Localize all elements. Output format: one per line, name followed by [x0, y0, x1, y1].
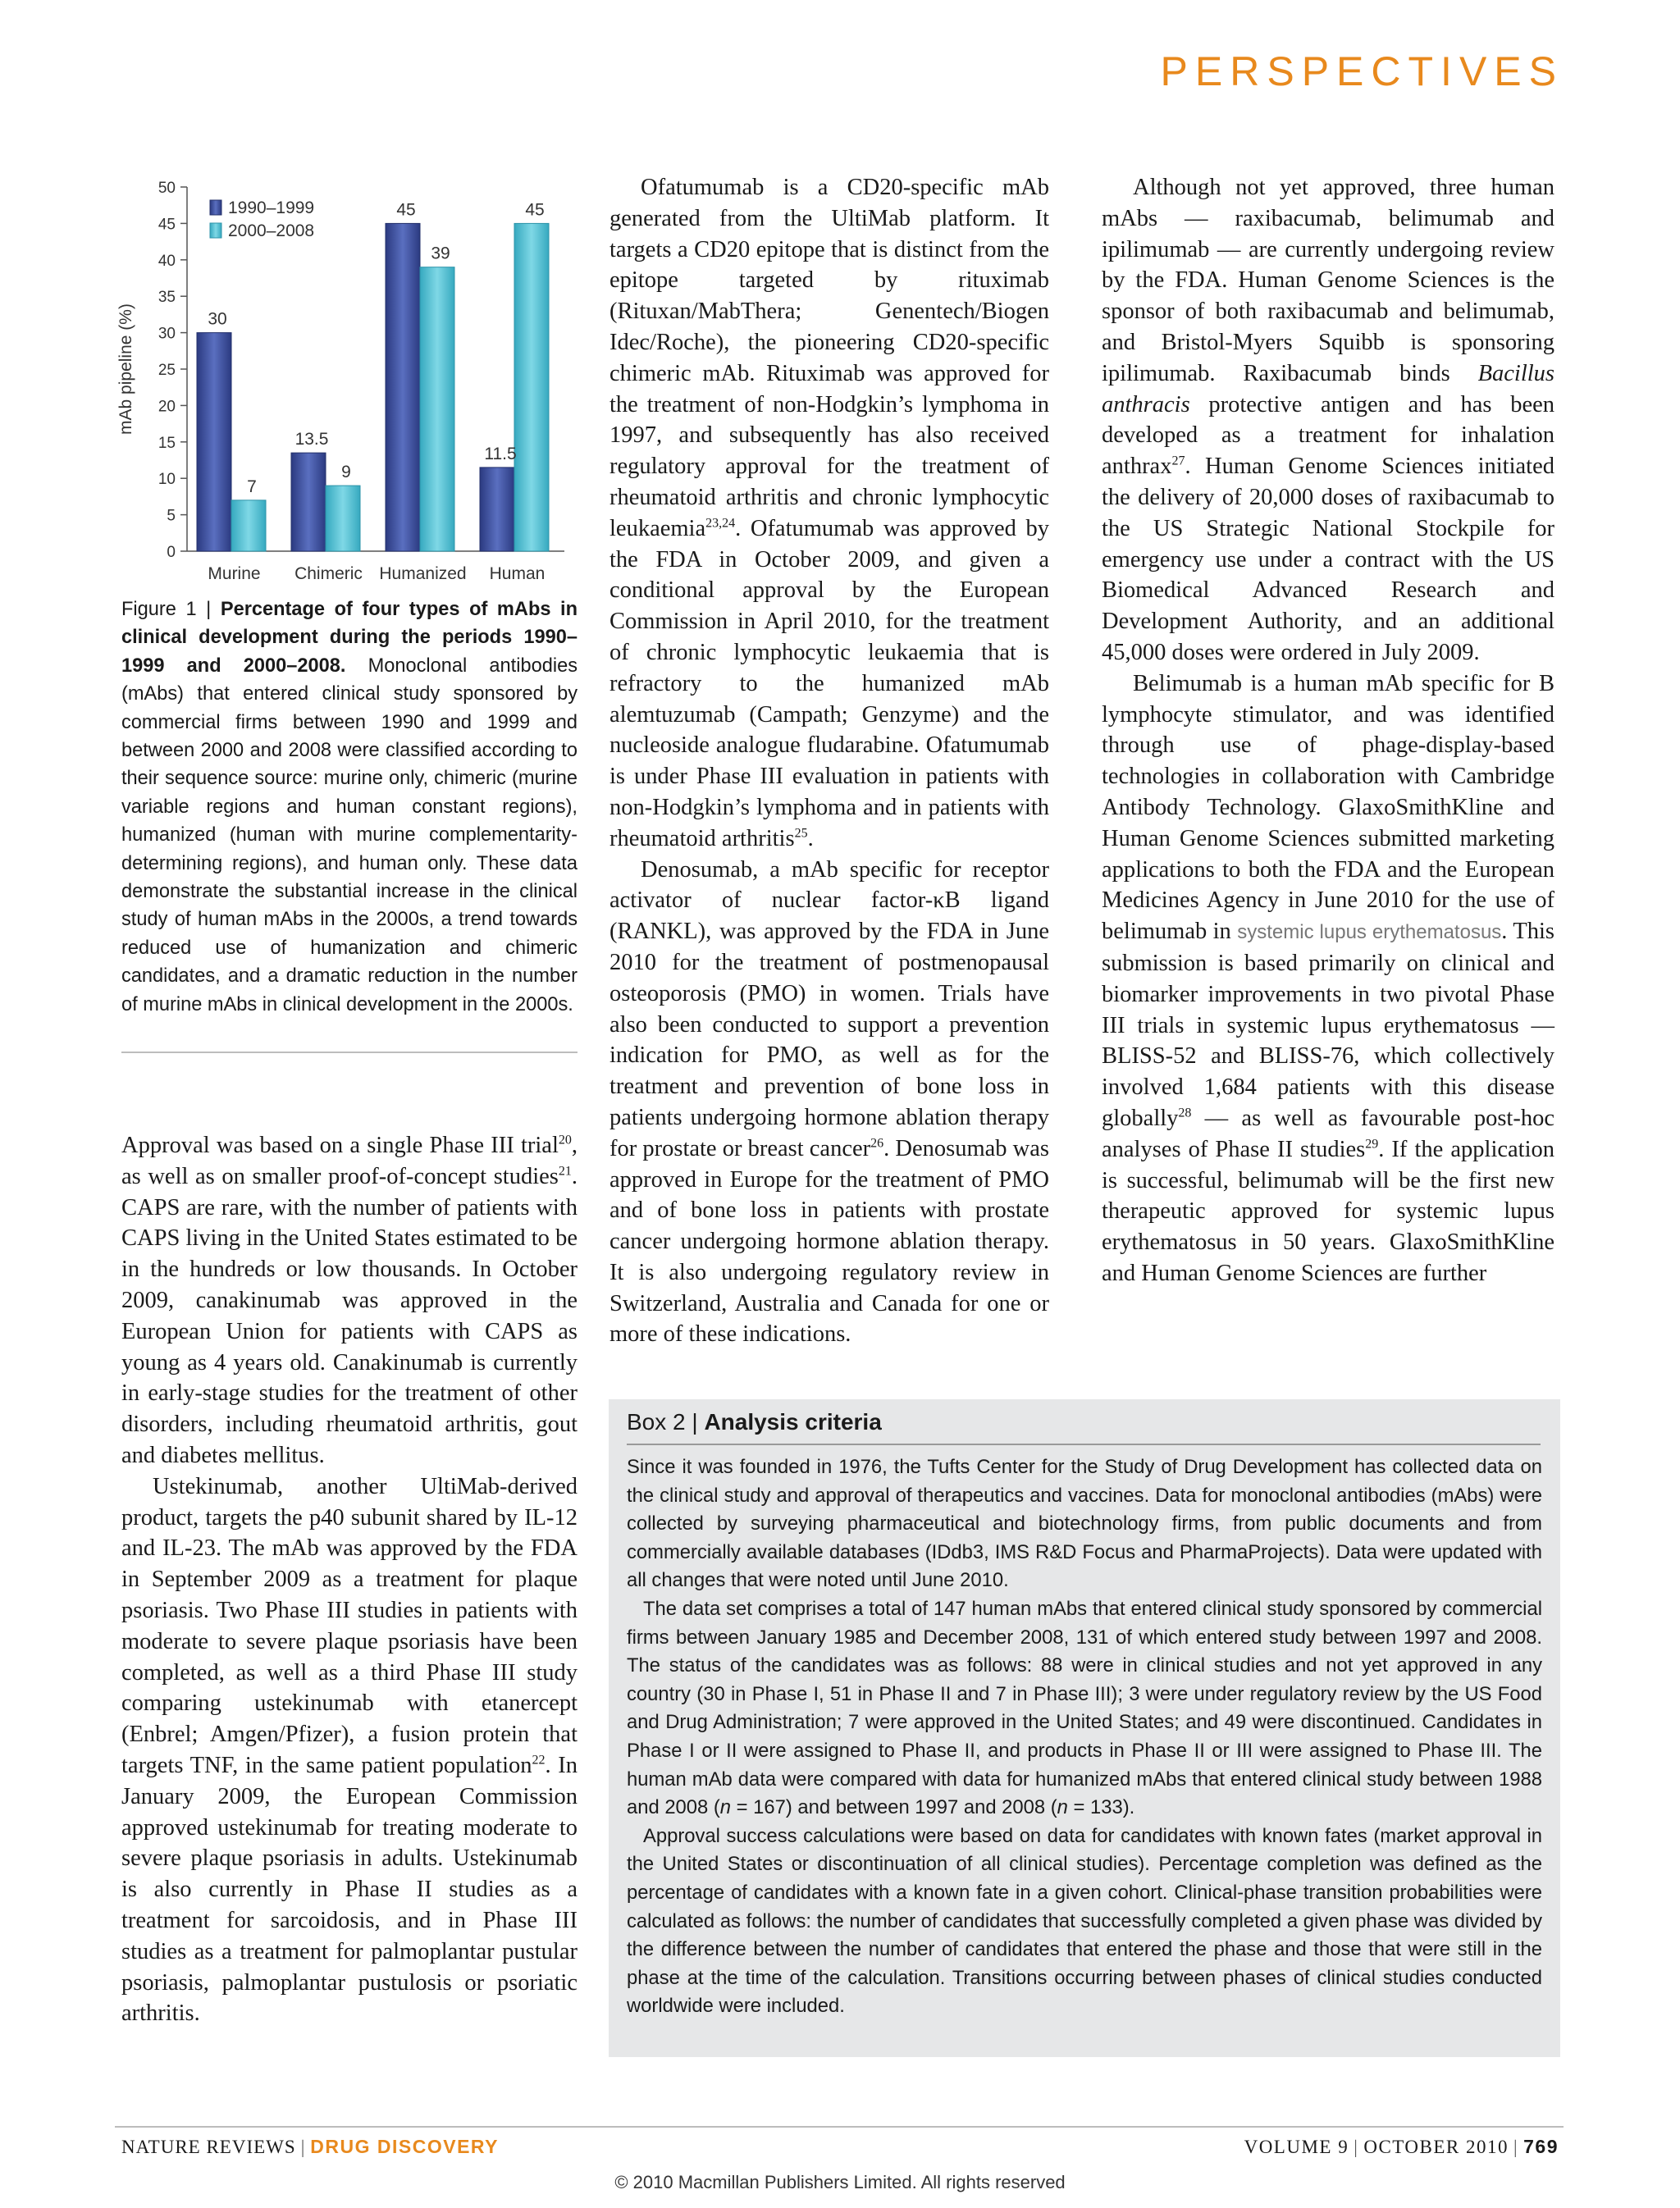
x-tick-label: Humanized — [379, 564, 467, 583]
y-tick-label: 5 — [167, 507, 176, 525]
text-run: . If the application is successful, belimumab will be the first new therapeutic approved for systemic lupus erythematosus in 50 years. GlaxoSmithKline and Human Genome Sciences are further — [1102, 1136, 1555, 1286]
box-paragraph — [627, 1595, 1542, 1823]
paragraph — [121, 1130, 578, 1471]
bar-value-label: 39 — [431, 244, 450, 263]
bar-value-label: 45 — [525, 200, 545, 220]
reference-25[interactable]: 25 — [794, 826, 808, 841]
paragraph — [609, 172, 1049, 855]
box-body — [627, 1453, 1542, 2021]
x-tick-label: Human — [489, 564, 546, 583]
bar-value-label: 30 — [208, 309, 227, 329]
paragraph — [1102, 172, 1554, 668]
bar — [326, 486, 360, 551]
y-tick-label: 40 — [158, 252, 176, 270]
legend-swatch — [210, 200, 221, 215]
separator: | — [1354, 2137, 1359, 2157]
reference-20[interactable]: 20 — [558, 1133, 572, 1147]
text-run: . In January 2009, the European Commission approved ustekinumab for treating moderate to severe plaque psoriasis in adults. Ustekinumab is also currently in Phase II studies as a treatment for sarcoidosis, and in Phase III studies as a treatment for palmoplantar pustular psoriasis, palmoplantar pustulosis or psoriatic arthritis. — [121, 1752, 578, 2027]
bar — [514, 223, 549, 551]
footer-journal — [121, 2136, 499, 2158]
text-run: Ustekinumab, another UltiMab-derived product, targets the p40 subunit shared by IL-12 and IL-23. The mAb was approved by the FDA in September 2009 as a treatment for plaque psoriasis. Two Phase III studies in patients with moderate to severe plaque psoriasis have been completed, as well as a third Phase III study comparing ustekinumab with etanercept (Enbrel; Amgen/Pfizer), a fusion protein that targets TNF, in the same patient population — [121, 1473, 578, 1778]
text-run: Denosumab, a mAb specific for receptor activator of nuclear factor-κB ligand (RANKL), was approved by the FDA in June 2010 for the treatment of postmenopausal osteoporosis (PMO) in women. Trials have also been conducted to support a prevention indication for PMO, as well as for the treatment and prevention of bone loss in patients undergoing hormone ablation therapy for prostate or breast cancer — [609, 856, 1049, 1161]
text-run: . CAPS are rare, with the number of patients with CAPS living in the United States estimated to be in the hundreds or low thousands. In October 2009, canakinumab was approved in the European Union for patients with CAPS as young as 4 years old. Canakinumab is currently in early-stage studies for the treatment of other disorders, including rheumatoid arthritis, gout and diabetes mellitus. — [121, 1163, 578, 1468]
y-tick-label: 30 — [158, 325, 176, 343]
footer-volume — [1244, 2136, 1559, 2158]
volume: VOLUME 9 — [1244, 2137, 1349, 2157]
reference-21[interactable]: 21 — [558, 1164, 572, 1179]
text-run: protective antigen and has been developed as a treatment for inhalation anthrax — [1102, 391, 1554, 480]
bar-chart — [115, 172, 574, 591]
bar-value-label: 45 — [396, 200, 416, 220]
box-paragraph: Since it was founded in 1976, the Tufts Center for the Study of Drug Development has collected data on the clinical study and approval of therapeutics and vaccines. Data for monoclonal antibodies (mAbs) were collected by surveying pharmaceutical and biotechnology firms, from public documents and from commercially available databases (IDdb3, IMS R&D Focus and PharmaProjects). Data were updated with all changes that were noted until June 2010. — [627, 1456, 1542, 1592]
text-run: = 133). — [1067, 1796, 1135, 1819]
figure-caption — [121, 595, 578, 1019]
reference-26[interactable]: 26 — [870, 1136, 884, 1151]
journal-section: DRUG DISCOVERY — [310, 2136, 500, 2157]
issue-date: OCTOBER 2010 — [1363, 2137, 1509, 2157]
journal-name: NATURE REVIEWS — [121, 2137, 296, 2157]
box-label: Box 2 | — [627, 1409, 705, 1435]
text-run: — as well as favourable post-hoc analyses of Phase II studies — [1102, 1105, 1554, 1162]
paragraph — [609, 855, 1049, 1351]
y-tick-label: 0 — [167, 544, 176, 561]
column-3 — [1102, 172, 1554, 1289]
bar — [291, 453, 326, 551]
bar — [480, 468, 514, 551]
section-header: PERSPECTIVES — [1160, 48, 1564, 94]
box-paragraph: Approval success calculations were based on data for candidates with known fates (market approval in the United States or discontinuation of all clinical studies). Percentage completion was defined as the percentage of candidates with a known fate in a given cohort. Clinical-phase transition probabilities were calculated as follows: the number of candidates that successfully completed a given phase was divided by the difference between the number of candidates that entered the phase and those that were still in the phase at the time of the calculation. Transitions occurring between phases of clinical studies conducted worldwide were included. — [627, 1824, 1542, 2018]
bar — [420, 267, 454, 551]
n-symbol: n — [719, 1796, 732, 1819]
figure-title: Percentage of four types of mAbs in clinical development during the periods 1990–1999 and 2000–2008. — [121, 599, 578, 677]
text-run: . Ofatumumab was approved by the FDA in October 2009, and given a conditional approval by the European Commission in April 2010, for the treatment of chronic lymphocytic leukaemia that is refractory to the humanized mAb alemtuzumab (Campath; Genzyme) and the nucleoside analogue fludarabine. Ofatumumab is under Phase III evaluation in patients with non-Hodgkin’s lymphoma and in patients with rheumatoid arthritis — [609, 515, 1049, 851]
bar-value-label: 7 — [247, 477, 257, 496]
reference-29[interactable]: 29 — [1365, 1137, 1379, 1152]
text-run: . Denosumab was approved in Europe for the treatment of PMO and of bone loss in patients with prostate cancer undergoing hormone ablation therapy. It is also undergoing regulatory review in Switzerland, Australia and Canada for one or more of these indications. — [609, 1135, 1049, 1348]
x-tick-label: Murine — [208, 564, 261, 583]
y-tick-label: 25 — [158, 362, 176, 379]
reference-23-24[interactable]: 23,24 — [705, 516, 736, 531]
bar — [197, 333, 231, 551]
legend-label: 2000–2008 — [228, 221, 315, 240]
y-tick-label: 15 — [158, 434, 176, 452]
copyright: © 2010 Macmillan Publishers Limited. All rights reserved — [614, 2172, 1066, 2192]
text-run: . This submission is based primarily on clinical and biomarker improvements in two pivotal Phase III trials in systemic lupus erythematosus — BLISS-52 and BLISS-76, which collectively involved 1,684 patients with this disease globally — [1102, 919, 1554, 1131]
text-run: Although not yet approved, three human mAbs — raxibacumab, belimumab and ipilimumab — are currently undergoing review by the FDA. Human Genome Sciences is the sponsor of both raxibacumab and belimumab, and Bristol-Myers Squibb is sponsoring ipilimumab. Raxibacumab binds — [1102, 175, 1554, 386]
box-analysis-criteria — [609, 1399, 1560, 2057]
n-symbol: n — [1057, 1796, 1068, 1819]
figure-text: Monoclonal antibodies (mAbs) that entered clinical study sponsored by commercial firms between 1990 and 1999 and between 2000 and 2008 were classified according to their sequence source: murine only, chimeric (murine variable regions and human constant regions), humanized (human with murine complementarity-determining regions), and human only. These data demonstrate the substantial increase in the clinical study of human mAbs in the 2000s, a trend towards reduced use of humanization and chimeric candidates, and a dramatic reduction in the number of murine mAbs in clinical development in the 2000s. — [121, 655, 578, 1015]
legend-swatch — [210, 223, 221, 238]
italic-species: Bacillus anthracis — [1102, 360, 1554, 417]
bar-value-label: 11.5 — [484, 444, 517, 463]
bar — [231, 500, 266, 551]
text-run: Approval was based on a single Phase III trial — [121, 1133, 559, 1158]
box-divider — [627, 1444, 1541, 1445]
text-run: = 167) and between 1997 and 2008 ( — [731, 1796, 1057, 1819]
box-title — [627, 1409, 882, 1435]
y-tick-label: 50 — [158, 180, 176, 197]
y-axis-label: mAb pipeline (%) — [116, 303, 135, 435]
figure-label: Figure 1 | — [121, 599, 221, 620]
column-2 — [609, 172, 1049, 1350]
reference-22[interactable]: 22 — [532, 1753, 546, 1768]
paragraph — [1102, 668, 1554, 1289]
y-tick-label: 20 — [158, 398, 176, 416]
box-heading: Analysis criteria — [704, 1409, 882, 1435]
caption-divider — [121, 1052, 578, 1053]
paragraph — [121, 1471, 578, 2029]
bar-value-label: 9 — [341, 463, 351, 482]
legend-label: 1990–1999 — [228, 198, 315, 217]
text-run: Belimumab is a human mAb specific for B lymphocyte stimulator, and was identified through use of phage-display-based technologies in collaboration with Cambridge Antibody Technology. GlaxoSmithKline and Human Genome Sciences submitted marketing applications to both the FDA and the European Medicines Agency in June 2010 for the use of belimumab in — [1102, 670, 1554, 945]
x-tick-label: Chimeric — [294, 564, 363, 583]
text-run: . Human Genome Sciences initiated the delivery of 20,000 doses of raxibacumab to the US Strategic National Stockpile for emergency use under a contract with the US Biomedical Advanced Research and Development Authority, and an additional 45,000 doses were ordered in July 2009. — [1102, 454, 1554, 665]
text-run: The data set comprises a total of 147 human mAbs that entered clinical study sponsored by commercial firms between January 1985 and December 2008, 131 of which entered study between 1997 and 2008. The status of the candidates was as follows: 88 were in clinical studies and not yet approved in any country (30 in Phase I, 51 in Phase II and 7 in Phase III); 3 were under regulatory review by the US Food and Drug Administration; 7 were approved in the United States; and 49 were discontinued. Candidates in Phase I or II were assigned to Phase II, and products in Phase II or III were assigned to Phase III. The human mAb data were compared with data for humanized mAbs that entered clinical study between 1988 and 2008 ( — [627, 1597, 1542, 1819]
bar-value-label: 13.5 — [294, 430, 329, 449]
text-run: . — [807, 825, 814, 851]
glossary-link[interactable]: systemic lupus erythematosus — [1237, 921, 1502, 944]
y-tick-label: 35 — [158, 289, 176, 307]
bar — [386, 223, 420, 551]
text-run: , as well as on smaller proof-of-concept studies — [121, 1133, 578, 1189]
y-tick-label: 10 — [158, 471, 176, 489]
separator: | — [1513, 2137, 1519, 2157]
y-tick-label: 45 — [158, 216, 176, 234]
text-run: Ofatumumab is a CD20-specific mAb generated from the UltiMab platform. It targets a CD20 epitope that is distinct from the epitope targeted by rituximab (Rituxan/MabThera; Genentech/Biogen Idec/Roche), the pioneering CD20-specific chimeric mAb. Rituximab was approved for the treatment of non-Hodgkin’s lymphoma in 1997, and subsequently has also received regulatory approval for the treatment of rheumatoid arthritis and chronic lymphocytic leukaemia — [609, 175, 1049, 541]
reference-27[interactable]: 27 — [1171, 454, 1185, 468]
separator: | — [300, 2137, 306, 2157]
column-1 — [121, 1130, 578, 2029]
page-number: 769 — [1523, 2136, 1559, 2157]
footer-divider — [115, 2126, 1564, 2128]
reference-28[interactable]: 28 — [1178, 1106, 1192, 1120]
